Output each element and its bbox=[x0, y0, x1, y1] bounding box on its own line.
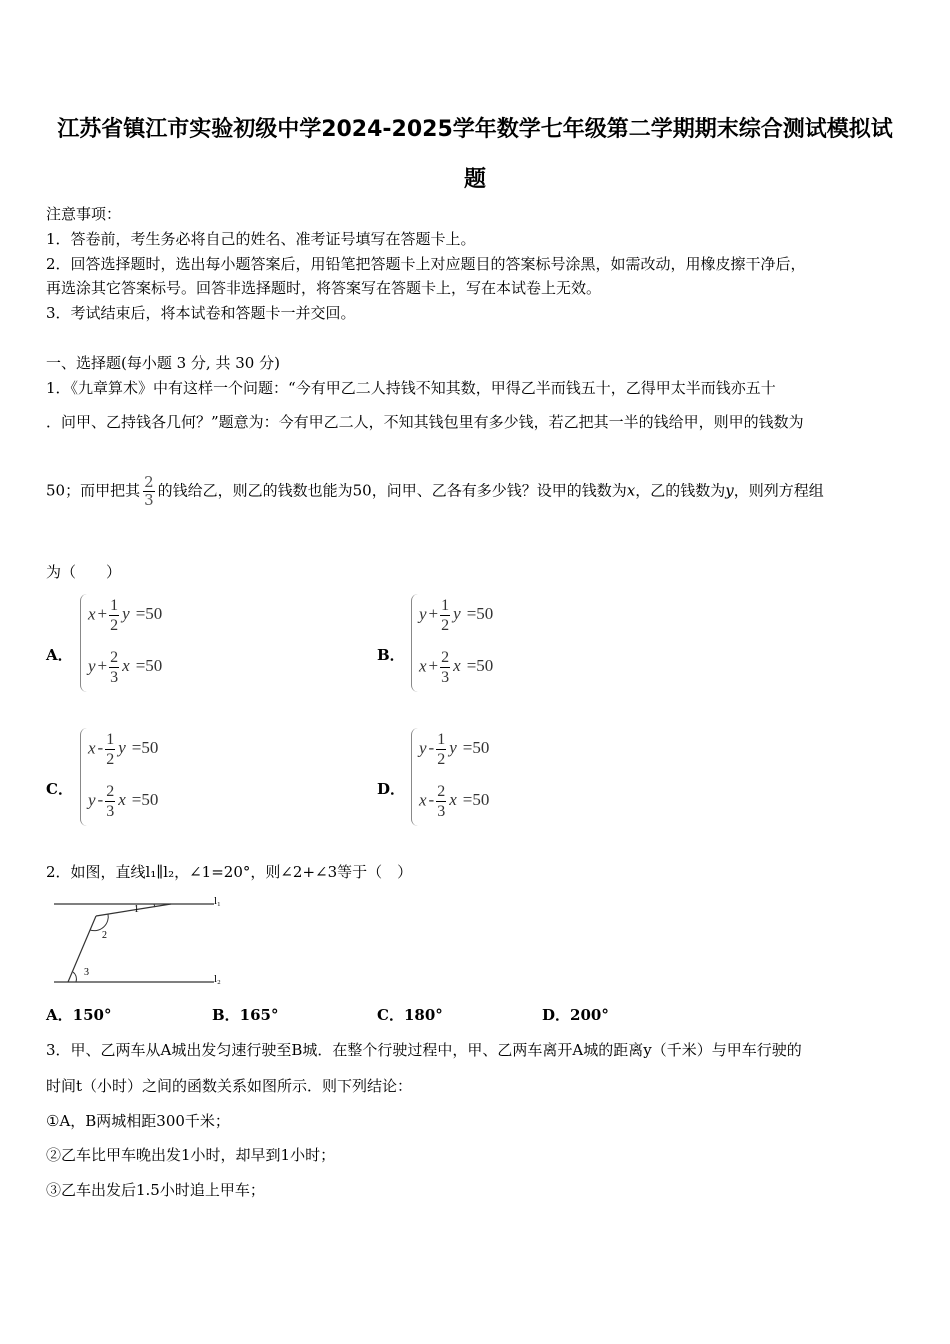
eq-var: y bbox=[419, 738, 427, 758]
eq-var: y bbox=[88, 656, 96, 676]
q2-option-a: A．150° bbox=[46, 1006, 112, 1024]
q2-option-c: C．180° bbox=[377, 1006, 443, 1024]
q3-conclusion-2: ②乙车比甲车晚出发1小时，却早到1小时； bbox=[46, 1146, 336, 1164]
eq-numerator: 2 bbox=[110, 649, 119, 666]
var-x: x bbox=[626, 481, 636, 500]
exam-title-line2: 题 bbox=[463, 167, 486, 192]
eq-denominator: 2 bbox=[106, 751, 115, 768]
equation-row bbox=[88, 596, 162, 635]
label-angle-3: 3 bbox=[84, 967, 89, 978]
note-item: 2．回答选择题时，选出每小题答案后，用铅笔把答题卡上对应题目的答案标号涂黑，如需改动，用橡皮擦干净后， bbox=[46, 255, 806, 273]
eq-var: x bbox=[118, 790, 126, 810]
eq-fraction bbox=[436, 782, 446, 821]
eq-var: y bbox=[88, 790, 96, 810]
eq-var: y bbox=[449, 738, 457, 758]
q1-option-label: A． bbox=[46, 646, 73, 664]
parallel-lines-figure bbox=[46, 890, 231, 990]
eq-rhs: =50 bbox=[135, 656, 163, 676]
q3-conclusion-3: ③乙车出发后1.5小时追上甲车； bbox=[46, 1181, 265, 1199]
eq-var: y bbox=[122, 604, 130, 624]
q1-line2: ．问甲、乙持钱各几何？”题意为：今有甲乙二人，不知其钱包里有多少钱，若乙把其一半的钱给甲，则甲的钱数为 bbox=[46, 413, 804, 431]
eq-fraction bbox=[440, 596, 450, 635]
eq-rhs: =50 bbox=[462, 790, 490, 810]
eq-operator: + bbox=[428, 656, 439, 676]
eq-var: x bbox=[419, 790, 427, 810]
section-heading: 一、选择题(每小题 3 分, 共 30 分) bbox=[46, 354, 280, 372]
equation-row bbox=[419, 782, 489, 821]
fraction bbox=[143, 474, 155, 509]
eq-denominator: 2 bbox=[437, 751, 446, 768]
angle-3-arc bbox=[73, 972, 76, 982]
label-angle-1: 1 bbox=[134, 904, 139, 915]
fraction-numerator: 2 bbox=[144, 473, 154, 491]
eq-operator: - bbox=[428, 738, 435, 758]
q1-line4: 为（ ） bbox=[46, 563, 122, 581]
note-item: 3．考试结束后，将本试卷和答题卡一并交回。 bbox=[46, 304, 356, 322]
eq-denominator: 2 bbox=[441, 617, 450, 634]
eq-rhs: =50 bbox=[462, 738, 490, 758]
eq-numerator: 2 bbox=[437, 783, 446, 800]
eq-denominator: 3 bbox=[106, 803, 115, 820]
eq-var: x bbox=[453, 656, 461, 676]
segment-slant bbox=[68, 916, 96, 982]
eq-numerator: 2 bbox=[441, 649, 450, 666]
eq-var: x bbox=[88, 604, 96, 624]
notes-heading: 注意事项： bbox=[46, 205, 122, 223]
q3-conclusion-1: ①A，B两城相距300千米； bbox=[46, 1112, 230, 1130]
brace bbox=[80, 728, 87, 826]
q1-line3-pre: 50；而甲把其 bbox=[46, 481, 141, 500]
eq-fraction bbox=[440, 648, 450, 687]
label-l2: l₂ bbox=[214, 973, 221, 985]
eq-fraction bbox=[436, 730, 446, 769]
eq-var: y bbox=[453, 604, 461, 624]
brace bbox=[411, 728, 418, 826]
q1-option-label: D． bbox=[377, 780, 406, 798]
eq-operator: - bbox=[97, 738, 104, 758]
q1-line1: 1．《九章算术》中有这样一个问题：“今有甲乙二人持钱不知其数，甲得乙半而钱五十，乙得甲太半而钱亦五十 bbox=[46, 379, 776, 397]
q2-stem: 2．如图，直线l₁∥l₂，∠1=20°，则∠2+∠3等于（ ） bbox=[46, 863, 413, 881]
q2-option-b: B．165° bbox=[212, 1006, 279, 1024]
eq-fraction bbox=[109, 648, 119, 687]
eq-operator: + bbox=[428, 604, 439, 624]
eq-numerator: 1 bbox=[110, 597, 119, 614]
eq-numerator: 1 bbox=[106, 731, 115, 748]
equation-row bbox=[419, 648, 493, 687]
eq-denominator: 3 bbox=[110, 669, 119, 686]
equation-row bbox=[88, 648, 162, 687]
equation-row bbox=[419, 596, 493, 635]
eq-var: x bbox=[88, 738, 96, 758]
note-item: 1．答卷前，考生务必将自己的姓名、准考证号填写在答题卡上。 bbox=[46, 230, 476, 248]
equation-row bbox=[88, 782, 158, 821]
eq-rhs: =50 bbox=[135, 604, 163, 624]
eq-operator: + bbox=[97, 656, 108, 676]
q2-option-d: D．200° bbox=[542, 1006, 609, 1024]
eq-rhs: =50 bbox=[466, 656, 494, 676]
eq-denominator: 2 bbox=[110, 617, 119, 634]
eq-operator: - bbox=[428, 790, 435, 810]
note-item: 再选涂其它答案标号。回答非选择题时，将答案写在答题卡上，写在本试卷上无效。 bbox=[46, 279, 602, 297]
q1-option-label: B． bbox=[377, 646, 405, 664]
eq-operator: + bbox=[97, 604, 108, 624]
eq-var: x bbox=[122, 656, 130, 676]
brace bbox=[411, 594, 418, 692]
eq-numerator: 1 bbox=[437, 731, 446, 748]
eq-numerator: 2 bbox=[106, 783, 115, 800]
brace bbox=[80, 594, 87, 692]
var-y: y bbox=[725, 481, 734, 500]
eq-denominator: 3 bbox=[441, 669, 450, 686]
eq-fraction bbox=[105, 730, 115, 769]
eq-rhs: =50 bbox=[131, 790, 159, 810]
q3-line2: 时间t（小时）之间的函数关系如图所示．则下列结论： bbox=[46, 1077, 413, 1095]
eq-numerator: 1 bbox=[441, 597, 450, 614]
label-l1: l₁ bbox=[214, 895, 221, 907]
eq-operator: - bbox=[97, 790, 104, 810]
eq-var: y bbox=[419, 604, 427, 624]
q1-line3-end: ，则列方程组 bbox=[733, 481, 824, 500]
eq-denominator: 3 bbox=[437, 803, 446, 820]
eq-var: x bbox=[449, 790, 457, 810]
equation-row bbox=[88, 730, 158, 769]
q3-line1: 3．甲、乙两车从A城出发匀速行驶至B城．在整个行驶过程中，甲、乙两车离开A城的距离y（千米）与甲车行驶的 bbox=[46, 1041, 802, 1059]
eq-var: x bbox=[419, 656, 427, 676]
q1-option-label: C． bbox=[46, 780, 73, 798]
q1-line3 bbox=[46, 474, 824, 509]
fraction-denominator: 3 bbox=[144, 491, 154, 509]
eq-fraction bbox=[109, 596, 119, 635]
eq-rhs: =50 bbox=[466, 604, 494, 624]
exam-title-line1: 江苏省镇江市实验初级中学2024-2025学年数学七年级第二学期期末综合测试模拟试 bbox=[57, 117, 893, 142]
q1-line3-post: 的钱给乙，则乙的钱数也能为50，问甲、乙各有多少钱？设甲的钱数为 bbox=[157, 481, 627, 500]
label-angle-2: 2 bbox=[102, 930, 107, 941]
eq-fraction bbox=[105, 782, 115, 821]
eq-var: y bbox=[118, 738, 126, 758]
equation-row bbox=[419, 730, 489, 769]
q1-line3-mid: ，乙的钱数为 bbox=[635, 481, 726, 500]
eq-rhs: =50 bbox=[131, 738, 159, 758]
